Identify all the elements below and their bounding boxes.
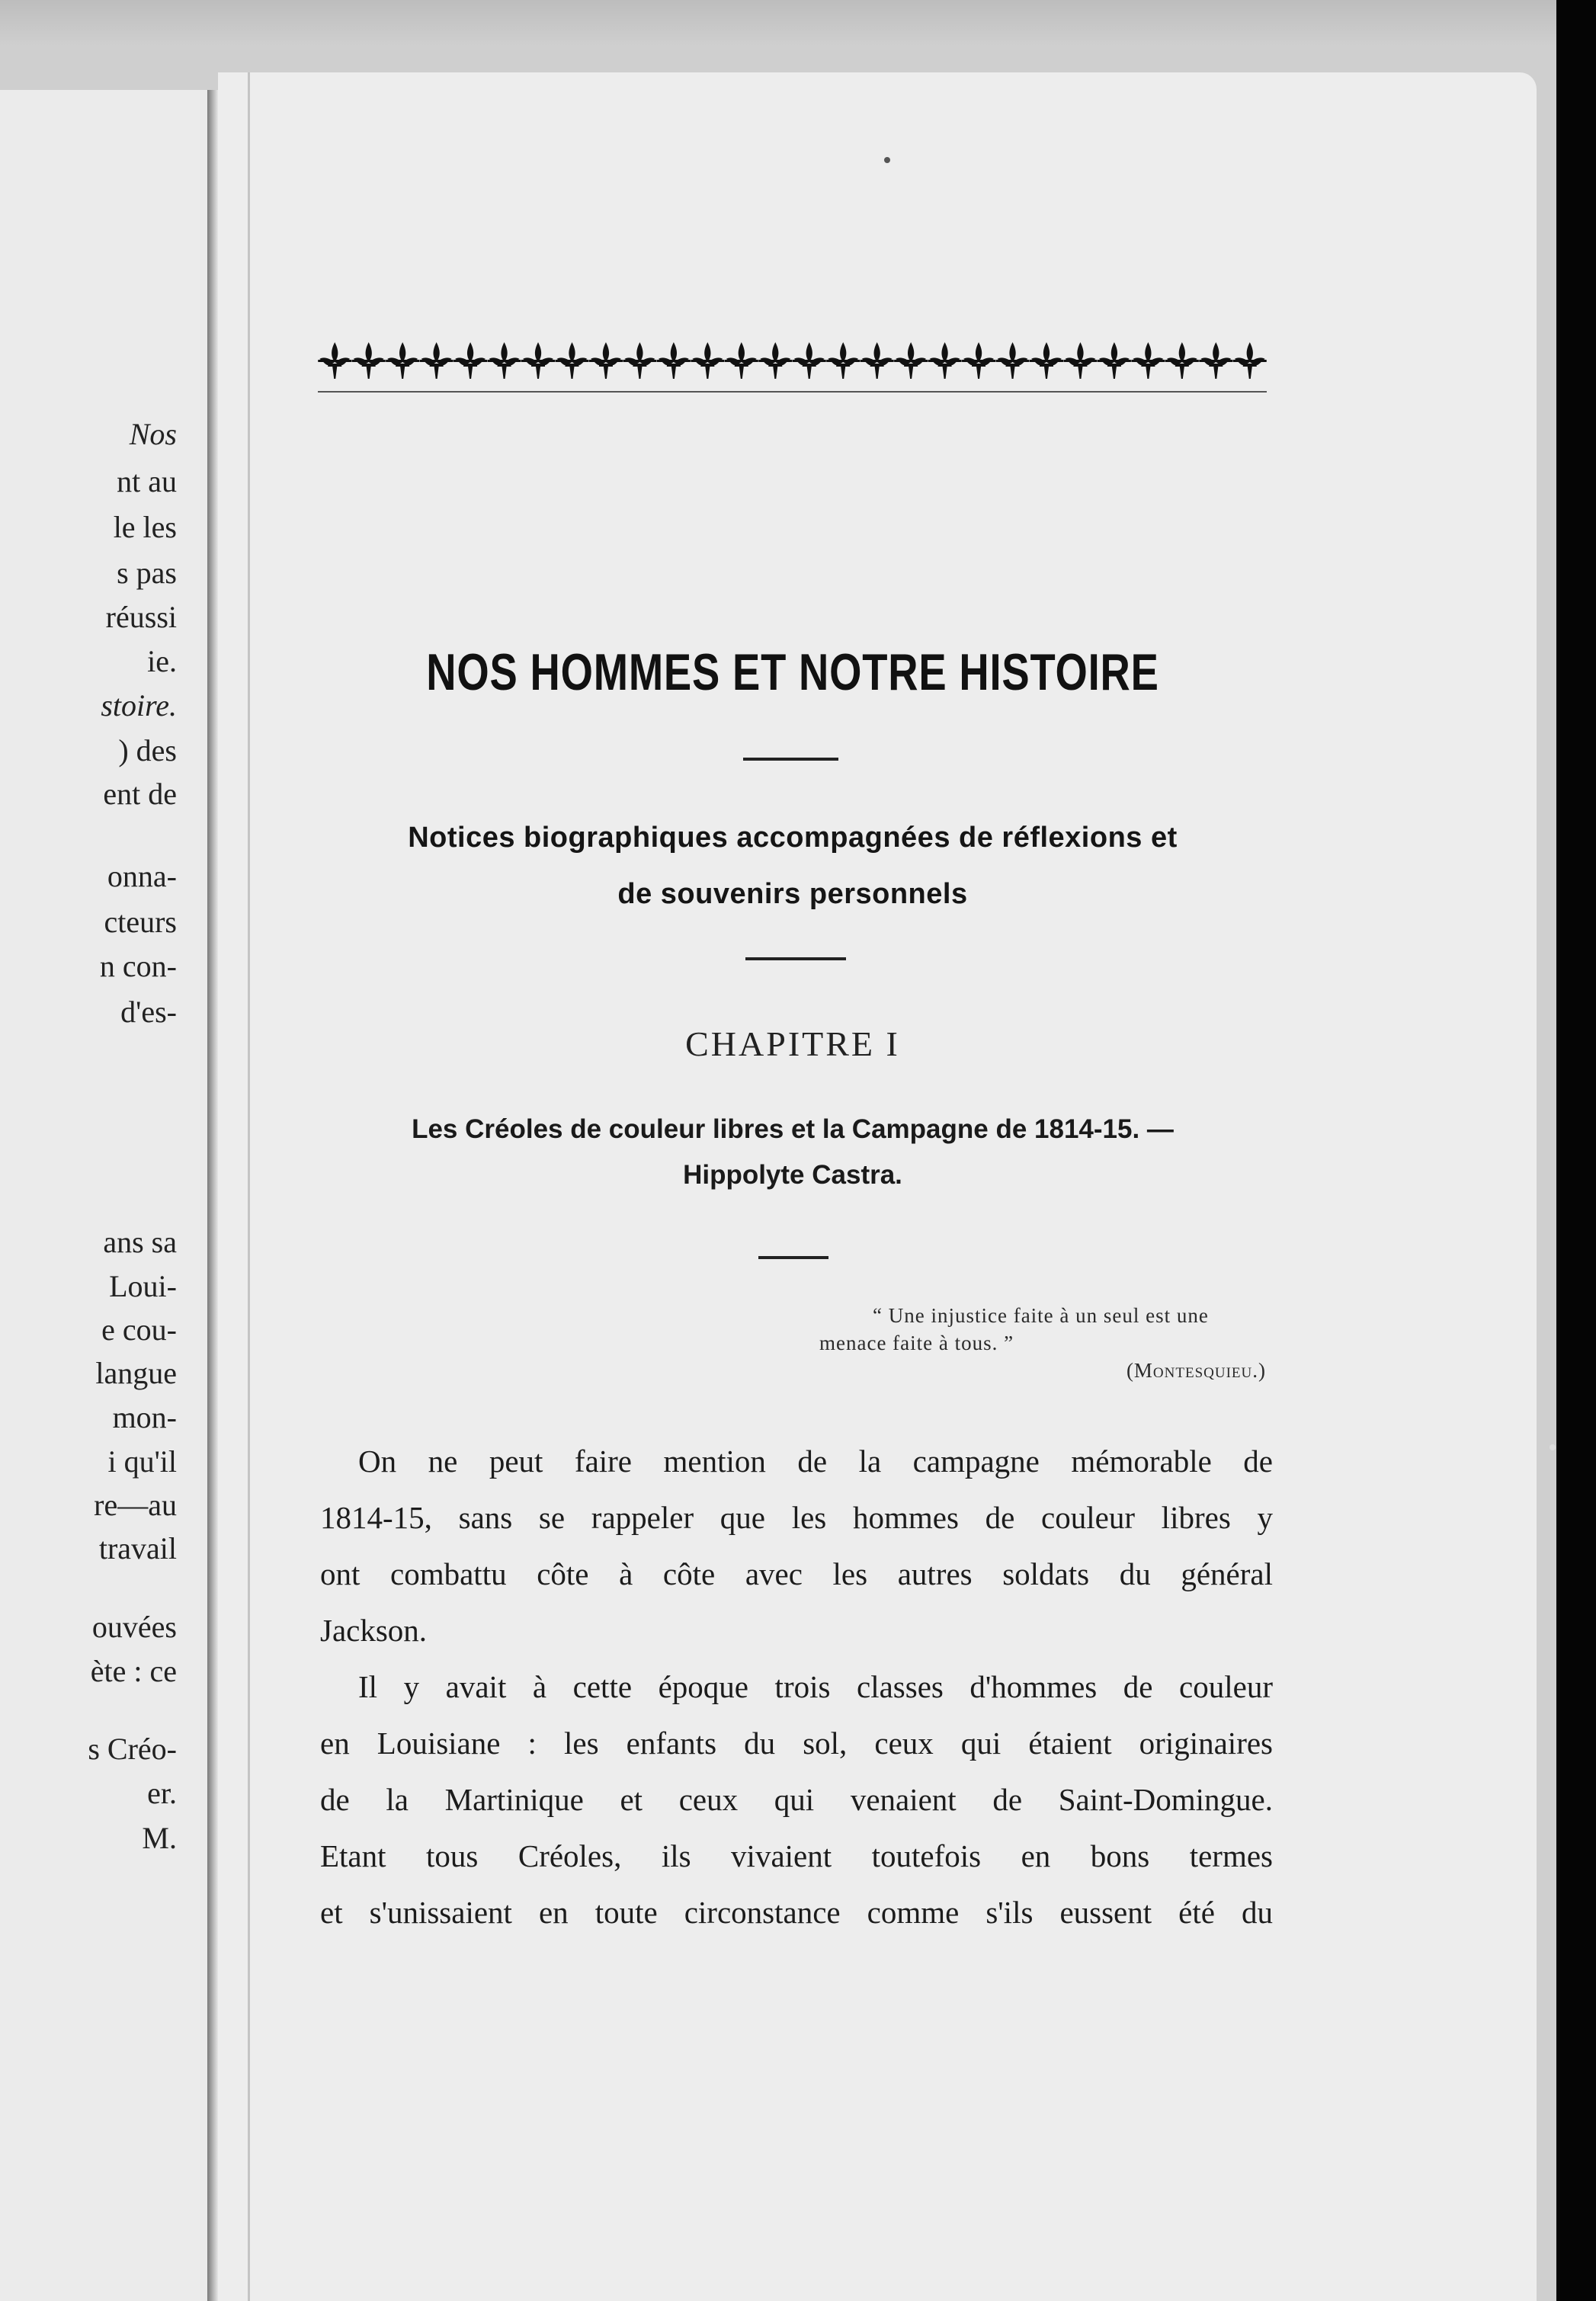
- fleur-de-lis-icon: [1098, 342, 1131, 379]
- fleur-de-lis-icon: [758, 342, 792, 379]
- paragraph-line: ont combattu côte à côte avec les autres soldats du général: [320, 1556, 1273, 1591]
- fleur-de-lis-icon: [725, 342, 758, 379]
- fleur-de-lis-icon: [386, 342, 419, 379]
- epigraph: [819, 1302, 1277, 1384]
- page-fold-shadow: [207, 90, 218, 2301]
- fleur-de-lis-icon: [1063, 342, 1097, 379]
- left-page-line: ent de: [103, 777, 177, 811]
- ornament-underline: [318, 391, 1267, 393]
- fleur-de-lis-icon: [1233, 342, 1267, 379]
- chapter-heading: CHAPITRE I: [685, 1024, 900, 1063]
- left-page-line: ans sa: [103, 1225, 177, 1259]
- paragraph-line: de la Martinique et ceux qui venaient de Saint-Domingue.: [320, 1782, 1273, 1817]
- fleur-de-lis-icon: [928, 342, 962, 379]
- left-page-line: réussi: [105, 600, 177, 634]
- left-page-line: travail: [98, 1531, 177, 1566]
- paragraph-line: et s'unissaient en toute circonstance comme s'ils eussent été du: [320, 1895, 1273, 1930]
- fleur-de-lis-icon: [826, 342, 860, 379]
- left-page-line: ie.: [147, 644, 177, 678]
- chapter-title-line: Hippolyte Castra.: [683, 1160, 902, 1190]
- paragraph-line: Jackson.: [320, 1613, 428, 1648]
- left-page-line: nt au: [117, 464, 177, 498]
- fleur-de-lis-icon: [1131, 342, 1165, 379]
- left-page-line: ouvées: [91, 1610, 177, 1644]
- left-page-line: cteurs: [104, 905, 177, 939]
- fleur-de-lis-icon: [453, 342, 487, 379]
- epigraph-attribution: (Montesquieu.): [1126, 1359, 1266, 1382]
- fleur-de-lis-icon: [691, 342, 724, 379]
- left-page-line: s Créo-: [88, 1732, 177, 1766]
- subtitle-divider: [745, 957, 846, 960]
- fleur-de-lis-icon: [962, 342, 995, 379]
- paragraph-line: On ne peut faire mention de la campagne mémorable de: [358, 1444, 1273, 1479]
- left-page-line: er.: [147, 1776, 177, 1810]
- speck: [884, 157, 890, 163]
- left-page-line: onna-: [107, 859, 177, 893]
- chapter-divider: [758, 1256, 828, 1259]
- title-divider: [743, 758, 838, 761]
- scan-top-margin: [0, 0, 1596, 46]
- fleur-de-lis-icon: [1199, 342, 1232, 379]
- fleur-de-lis-icon: [521, 342, 555, 379]
- paragraph-line: Il y avait à cette époque trois classes d'hommes de couleur: [358, 1669, 1273, 1704]
- chapter-title-line: Les Créoles de couleur libres et la Campagne de 1814-15. —: [412, 1114, 1174, 1144]
- page-inner-edge: [248, 72, 250, 2301]
- chapter-title: [320, 1107, 1265, 1198]
- left-page-line: re—au: [94, 1488, 177, 1522]
- fleur-de-lis-icon: [894, 342, 928, 379]
- book-subtitle: [305, 809, 1280, 922]
- left-page: [0, 90, 209, 2301]
- scan-right-margin: [1556, 0, 1596, 2301]
- fleur-de-lis-icon: [589, 342, 623, 379]
- fleur-de-lis-icon: [352, 342, 386, 379]
- left-page-line: Loui-: [109, 1269, 177, 1303]
- fleur-de-lis-icon: [1165, 342, 1199, 379]
- left-page-line: ète : ce: [90, 1654, 177, 1688]
- left-page-line: mon-: [112, 1400, 177, 1434]
- epigraph-line: “ Une injustice faite à un seul est une: [873, 1304, 1209, 1327]
- left-page-line: n con-: [99, 949, 177, 983]
- fleur-de-lis-icon: [793, 342, 826, 379]
- left-page-line: ) des: [118, 733, 177, 768]
- epigraph-line: menace faite à tous. ”: [819, 1332, 1014, 1354]
- fleur-de-lis-icon: [555, 342, 588, 379]
- fleur-de-lis-icon: [860, 342, 894, 379]
- fleur-de-lis-icon: [420, 342, 453, 379]
- left-page-line: stoire.: [101, 688, 177, 723]
- fleur-de-lis-ornament-band: [318, 339, 1267, 386]
- speck: [1550, 1444, 1556, 1450]
- left-page-line: s pas: [117, 556, 177, 590]
- left-page-line: d'es-: [120, 995, 177, 1029]
- left-page-line: M.: [142, 1821, 177, 1855]
- left-page-line: e cou-: [101, 1312, 177, 1347]
- fleur-de-lis-icon: [318, 342, 351, 379]
- fleur-de-lis-icon: [657, 342, 691, 379]
- subtitle-line: de souvenirs personnels: [617, 878, 968, 910]
- paragraph-line: Etant tous Créoles, ils vivaient toutefois en bons termes: [320, 1838, 1273, 1873]
- book-title: NOS HOMMES ET NOTRE HISTOIRE: [426, 643, 1159, 701]
- left-page-line: langue: [95, 1356, 177, 1390]
- left-page-line: i qu'il: [107, 1444, 177, 1479]
- body-text: [320, 1433, 1273, 1940]
- left-page-line: le les: [113, 510, 177, 544]
- paragraph-line: en Louisiane : les enfants du sol, ceux qui étaient originaires: [320, 1726, 1273, 1761]
- fleur-de-lis-icon: [1030, 342, 1063, 379]
- fleur-de-lis-icon: [488, 342, 521, 379]
- left-page-line: Nos: [129, 417, 177, 451]
- paragraph-line: 1814-15, sans se rappeler que les hommes de couleur libres y: [320, 1500, 1273, 1535]
- fleur-de-lis-icon: [623, 342, 656, 379]
- fleur-de-lis-icon: [996, 342, 1030, 379]
- subtitle-line: Notices biographiques accompagnées de réflexions et: [408, 822, 1178, 854]
